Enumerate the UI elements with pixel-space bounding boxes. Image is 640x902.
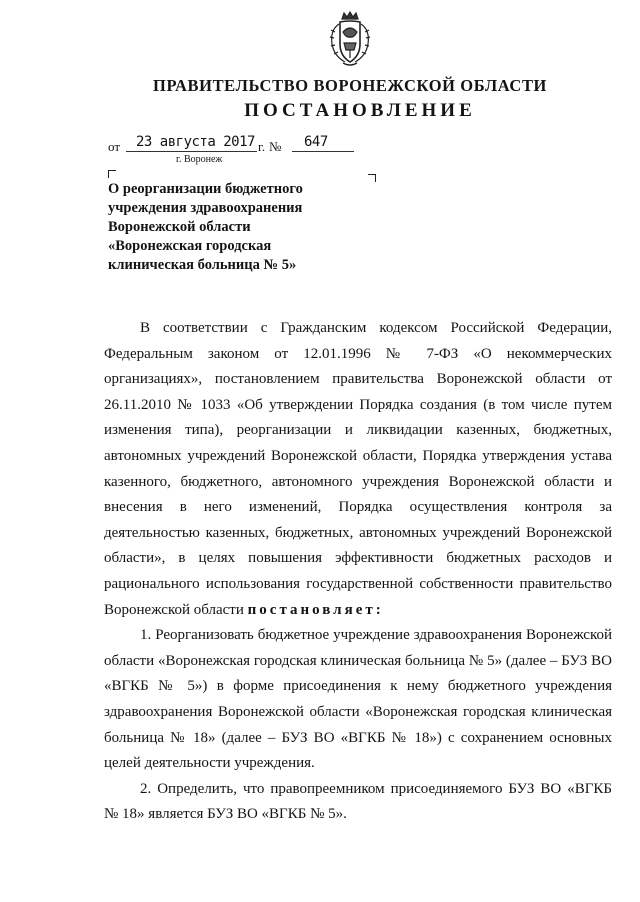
right-corner-mark [368, 174, 376, 182]
document-requisites [108, 134, 368, 152]
preamble-text: В соответствии с Гражданским кодексом Российской Федерации, Федеральным законом от 12.01.1996 № 7-ФЗ «О некоммерческих организациях», постановлением правительства Воронежской области от 26.11.2010 № 1033 «Об утверждении Порядка создания (в том числе путем изменения типа), реорганизации и ликвидации казенных, бюджетных, автономных учреждений Воронежской области, Порядка утверждения устава казенного, бюджетного, автономного учреждения Воронежской области и внесения в него изменений, Порядка осуществления контроля за деятельностью казенных, бюджетных, автономных учреждений Воронежской области», в целях повышения эффективности бюджетных расходов и рационального использования государственной собственности правительство Воронежской области [104, 320, 612, 618]
item-1-paragraph: 1. Реорганизовать бюджетное учреждение здравоохранения Воронежской области «Воронежская городская клиническая больница № 5» (далее – БУЗ ВО «ВГКБ № 5») в форме присоединения к нему бюджетного учреждения здравоохранения Воронежской области «Воронежская городская клиническая больница № 18» (далее – БУЗ ВО «ВГКБ № 18») с сохранением основных целей деятельности учреждения. [104, 627, 612, 772]
number-underline [292, 151, 354, 152]
subject-line: «Воронежская городская [108, 238, 272, 254]
coat-of-arms-emblem [327, 10, 373, 68]
left-corner-mark [108, 170, 116, 178]
document-number: 647 [304, 134, 328, 150]
resolves-keyword: постановляет: [247, 601, 384, 618]
year-suffix: г. [258, 139, 266, 154]
government-name: ПРАВИТЕЛЬСТВО ВОРОНЕЖСКОЙ ОБЛАСТИ [153, 76, 547, 95]
date-underline [126, 151, 257, 152]
document-type-title: ПОСТАНОВЛЕНИЕ [244, 100, 476, 121]
document-date: 23 августа 2017 [136, 134, 255, 150]
date-from-label: от [108, 139, 121, 154]
document-body [104, 316, 612, 828]
city-label: г. Воронеж [176, 154, 223, 165]
preamble-paragraph [104, 316, 612, 623]
number-label: № [269, 139, 282, 154]
subject-line: учреждения здравоохранения [108, 200, 303, 216]
document-subject [108, 180, 368, 275]
item-2-paragraph: 2. Определить, что правопреемником присоединяемого БУЗ ВО «ВГКБ № 18» является БУЗ ВО «ВГКБ № 5». [104, 780, 612, 823]
subject-line: О реорганизации бюджетного [108, 181, 303, 197]
subject-line: клиническая больница № 5» [108, 257, 297, 273]
subject-line: Воронежской области [108, 219, 251, 235]
